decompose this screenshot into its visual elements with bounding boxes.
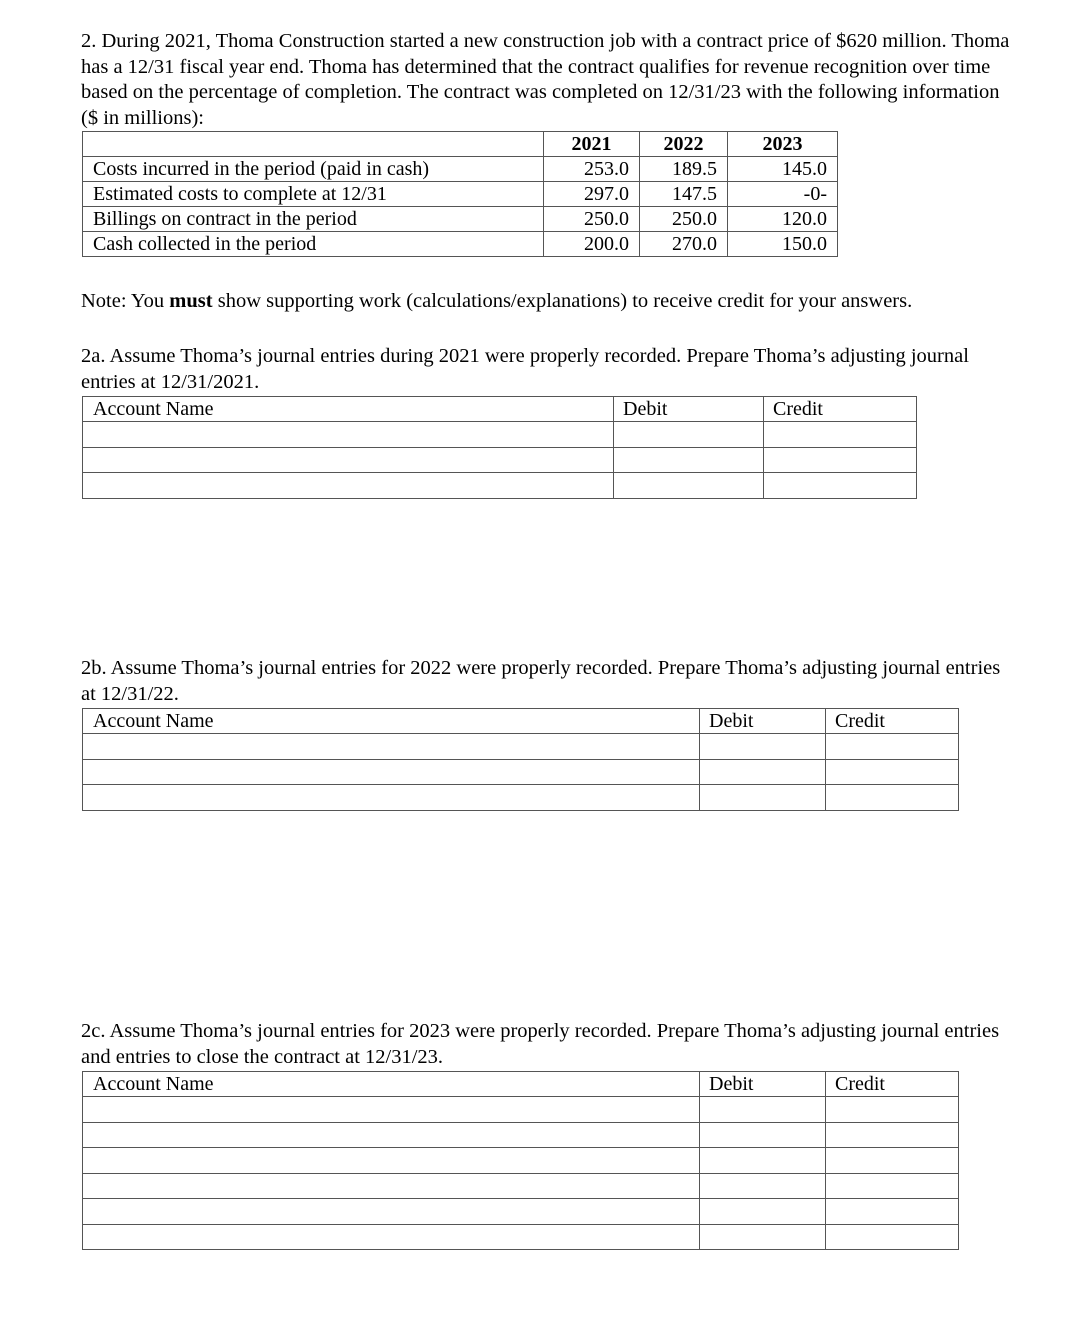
account-cell[interactable] xyxy=(83,759,700,785)
table-row xyxy=(83,157,838,182)
table-row xyxy=(83,207,838,232)
account-cell[interactable] xyxy=(83,1097,700,1123)
note-bold: must xyxy=(169,290,213,312)
cell-value: 189.5 xyxy=(640,157,728,182)
account-cell[interactable] xyxy=(83,1122,700,1148)
credit-cell[interactable] xyxy=(826,1122,959,1148)
cell-value: 253.0 xyxy=(544,157,640,182)
journal-row xyxy=(83,447,917,473)
note-text xyxy=(81,289,1021,315)
debit-cell[interactable] xyxy=(700,1148,826,1174)
debit-cell[interactable] xyxy=(700,1097,826,1123)
journal-row xyxy=(83,473,917,499)
credit-header: Credit xyxy=(826,1072,959,1097)
journal-row xyxy=(83,1148,959,1174)
cell-value: 200.0 xyxy=(544,232,640,257)
header-2022: 2022 xyxy=(640,132,728,157)
account-name-header: Account Name xyxy=(83,709,700,734)
journal-row xyxy=(83,1122,959,1148)
debit-cell[interactable] xyxy=(614,473,764,499)
header-2021: 2021 xyxy=(544,132,640,157)
account-cell[interactable] xyxy=(83,1148,700,1174)
account-name-header: Account Name xyxy=(83,397,614,422)
credit-cell[interactable] xyxy=(826,1148,959,1174)
note-prefix: Note: You xyxy=(81,290,170,312)
credit-cell[interactable] xyxy=(826,759,959,785)
credit-cell[interactable] xyxy=(764,473,917,499)
credit-cell[interactable] xyxy=(826,734,959,760)
credit-header: Credit xyxy=(764,397,917,422)
cell-value: 145.0 xyxy=(728,157,838,182)
journal-row xyxy=(83,422,917,448)
table-header-row xyxy=(83,132,838,157)
journal-row xyxy=(83,1224,959,1250)
account-cell[interactable] xyxy=(83,1173,700,1199)
account-cell[interactable] xyxy=(83,473,614,499)
cell-value: 250.0 xyxy=(640,207,728,232)
debit-cell[interactable] xyxy=(700,1122,826,1148)
credit-cell[interactable] xyxy=(764,422,917,448)
account-cell[interactable] xyxy=(83,1224,700,1250)
cell-value: 147.5 xyxy=(640,182,728,207)
debit-cell[interactable] xyxy=(614,422,764,448)
debit-header: Debit xyxy=(700,709,826,734)
credit-cell[interactable] xyxy=(826,1224,959,1250)
account-cell[interactable] xyxy=(83,785,700,811)
row-label: Costs incurred in the period (paid in cash) xyxy=(83,157,544,182)
cell-value: -0- xyxy=(728,182,838,207)
debit-cell[interactable] xyxy=(700,759,826,785)
debit-header: Debit xyxy=(614,397,764,422)
account-cell[interactable] xyxy=(83,422,614,448)
credit-cell[interactable] xyxy=(826,1097,959,1123)
journal-row xyxy=(83,1097,959,1123)
debit-cell[interactable] xyxy=(614,447,764,473)
credit-cell[interactable] xyxy=(764,447,917,473)
credit-cell[interactable] xyxy=(826,1199,959,1225)
debit-header: Debit xyxy=(700,1072,826,1097)
cell-value: 297.0 xyxy=(544,182,640,207)
debit-cell[interactable] xyxy=(700,734,826,760)
debit-cell[interactable] xyxy=(700,785,826,811)
problem-intro: 2. During 2021, Thoma Construction started a new construction job with a contract price of $620 million. Thoma has a 12/31 fiscal year end. Thoma has determined that the contract qualifies for revenue recognition over time based on the percentage of completion. The contract was completed on 12/31/23 with the following information ($ in millions): xyxy=(81,30,1010,129)
cell-value: 270.0 xyxy=(640,232,728,257)
row-label: Billings on contract in the period xyxy=(83,207,544,232)
question-2a: 2a. Assume Thoma’s journal entries during 2021 were properly recorded. Prepare Thoma’s adjusting journal entries at 12/31/2021. xyxy=(81,345,969,393)
journal-row xyxy=(83,1199,959,1225)
account-cell[interactable] xyxy=(83,734,700,760)
account-cell[interactable] xyxy=(83,447,614,473)
row-label: Estimated costs to complete at 12/31 xyxy=(83,182,544,207)
journal-table-2a xyxy=(82,396,917,499)
debit-cell[interactable] xyxy=(700,1199,826,1225)
row-label: Cash collected in the period xyxy=(83,232,544,257)
question-2c: 2c. Assume Thoma’s journal entries for 2023 were properly recorded. Prepare Thoma’s adjusting journal entries and entries to close the contract at 12/31/23. xyxy=(81,1020,1000,1068)
account-name-header: Account Name xyxy=(83,1072,700,1097)
credit-header: Credit xyxy=(826,709,959,734)
journal-row xyxy=(83,759,959,785)
table-row xyxy=(83,232,838,257)
cell-value: 150.0 xyxy=(728,232,838,257)
note-suffix: show supporting work (calculations/explanations) to receive credit for your answers. xyxy=(212,290,913,312)
journal-table-2c xyxy=(82,1071,959,1250)
journal-row xyxy=(83,734,959,760)
table-row xyxy=(83,182,838,207)
question-2b: 2b. Assume Thoma’s journal entries for 2022 were properly recorded. Prepare Thoma’s adjusting journal entries at 12/31/22. xyxy=(81,657,1001,705)
journal-row xyxy=(83,1173,959,1199)
account-cell[interactable] xyxy=(83,1199,700,1225)
credit-cell[interactable] xyxy=(826,785,959,811)
journal-header-row xyxy=(83,397,917,422)
debit-cell[interactable] xyxy=(700,1224,826,1250)
journal-header-row xyxy=(83,709,959,734)
header-2023: 2023 xyxy=(728,132,838,157)
credit-cell[interactable] xyxy=(826,1173,959,1199)
contract-data-table xyxy=(82,131,838,257)
journal-table-2b xyxy=(82,708,959,811)
journal-header-row xyxy=(83,1072,959,1097)
debit-cell[interactable] xyxy=(700,1173,826,1199)
cell-value: 250.0 xyxy=(544,207,640,232)
cell-value: 120.0 xyxy=(728,207,838,232)
header-blank xyxy=(83,132,544,157)
journal-row xyxy=(83,785,959,811)
